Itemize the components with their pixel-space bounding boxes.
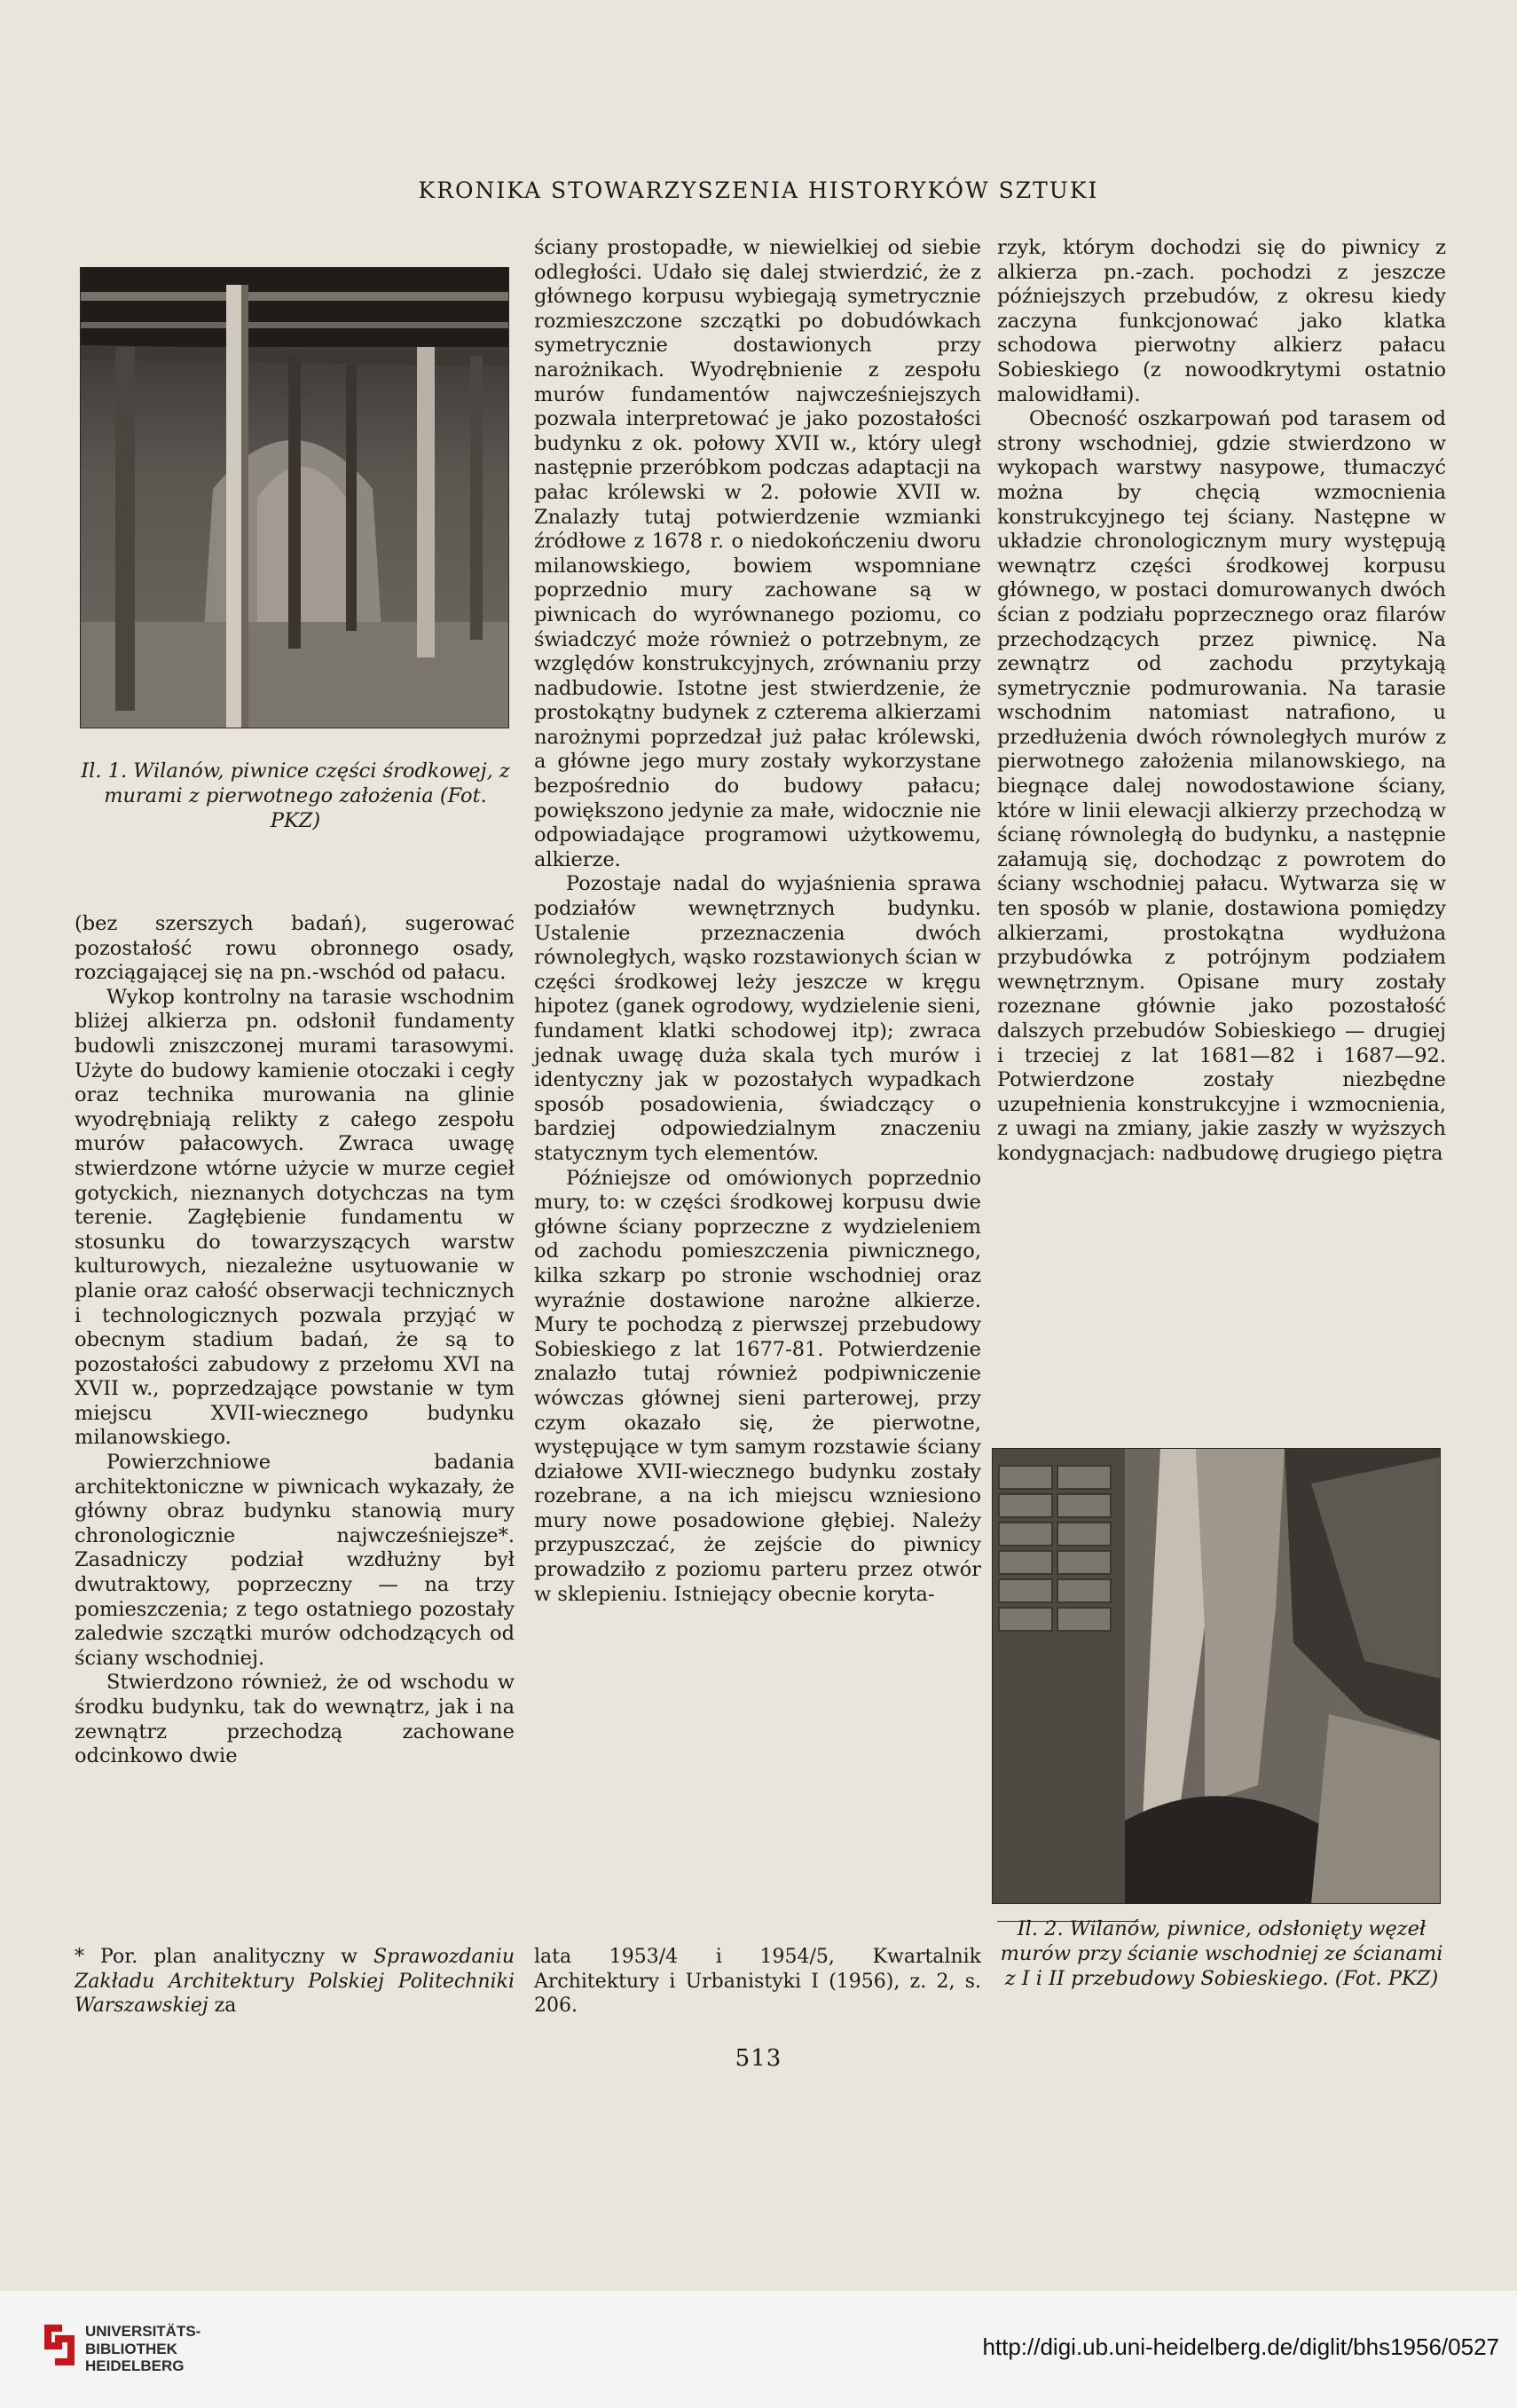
paragraph: Wykop kontrolny na tarasie wschodnim bliżej alkierza pn. odsłonił fundamenty budowli zniszczonej murami tarasowymi. Użyte do budowy kamienie otoczaki i cegły oraz technika murowania na glinie wyodrębniają relikty z całego zespołu murów pałacowych. Zwraca uwagę stwierdzone wtórne użycie w murze cegieł gotyckich, nieznanych dotychczas na tym terenie. Zagłębienie fundamentu w stosunku do towarzyszących warstw kulturowych, niezależne usytuowanie w planie oraz całość obserwacji technicznych i technologicznych pozwala przyjąć w obecnym stadium badań, że są to pozostałości zabudowy z przełomu XVI na XVII w., poprzedzające powstanie w tym miejscu XVII-wiecznego budynku milanowskiego. bbox=[75, 985, 515, 1450]
paragraph: Obecność oszkarpowań pod tarasem od strony wschodniej, gdzie stwierdzono w wykopach warstwy nasypowe, tłumaczyć można by chęcią wzmocnienia konstrukcyjnego tej ściany. Następne w układzie chronologicznym mury występują wewnątrz części środkowej korpusu głównego, w postaci domurowanych dwóch ścian z podziału poprzecznego oraz filarów przechodzących przez piwnicę. Na zewnątrz od zachodu przytykają symetrycznie podmurowania. Na tarasie wschodnim natomiast natrafiono, u przedłużenia dwóch równoległych murów z pierwotnego założenia milanowskiego, na biegnące dalej nowodostawione ściany, które w linii elewacji alkierzy przechodzą w ścianę równoległą do budynku, a następnie załamują się, dochodząc z powrotem do ściany wschodniej pałacu. Wytwarza się w ten sposób w planie, dostawiona pomiędzy alkierzami, prostokątna wydłużona przybudówka z potrójnym podziałem wewnętrznym. Opisane mury zostały rozeznane głównie jako pozostałość dalszych przebudów Sobieskiego — drugiej i trzeciej z lat 1681—82 i 1687—92. Potwierdzone zostały niezbędne uzupełnienia konstrukcyjne i wzmocnienia, z uwagi na zmiany, jakie zaszły w wyższych kondygnacjach: nadbudowę drugiego piętra bbox=[997, 407, 1446, 1165]
university-library-logo-icon bbox=[41, 2323, 78, 2371]
institution-line: UNIVERSITÄTS- bbox=[85, 2323, 201, 2340]
paragraph: Stwierdzono również, że od wschodu w środku budynku, tak do wewnątrz, jak i na zewnątrz przechodzą zachowane odcinkowo dwie bbox=[75, 1671, 515, 1768]
footnote-text: za bbox=[208, 1995, 237, 2018]
footnote bbox=[75, 1945, 515, 2018]
footnote-text: * Por. plan analityczny w bbox=[75, 1946, 373, 1968]
paragraph: Późniejsze od omówionych poprzednio mury, to: w części środkowej korpusu dwie główne ściany poprzeczne z wydzieleniem od zachodu pomieszczenia piwnicznego, kilka szkarp po stronie wschodniej oraz wyraźnie dostawione narożne alkierze. Mury te pochodzą z pierwszej przebudowy Sobieskiego z lat 1677-81. Potwierdzenie znalazło tutaj również podpiwniczenie wówczas głównej sieni parterowej, przy czym okazało się, że pierwotne, występujące w tym samym rozstawie ściany działowe XVII-wiecznego budynku zostały rozebrane, a na ich miejscu wzniesiono mury nowe posadowione głębiej. Należy przypuszczać, że zejście do piwnicy prowadziło z poziomu parteru przez otwór w sklepieniu. Istniejący obecnie koryta- bbox=[534, 1166, 981, 1606]
paragraph: ściany prostopadłe, w niewielkiej od siebie odległości. Udało się dalej stwierdzić, że z głównego korpusu wybiegają symetrycznie rozmieszczone szczątki po dobudówkach symetrycznie dostawionych przy narożnikach. Wyodrębnienie z zespołu murów fundamentów najwcześniejszych pozwala interpretować je jako pozostałości budynku z ok. połowy XVII w., który uległ następnie przeróbkom podczas adaptacji na pałac królewski w 2. połowie XVII w. Znalazły tutaj potwierdzenie wzmianki źródłowe z 1678 r. o niedokończeniu dworu milanowskiego, bowiem wspomniane poprzednio mury zachowane są w piwnicach do wyrównanego poziomu, co świadczyć może również o potrzebnym, ze względów konstrukcyjnych, zrównaniu przy nadbudowie. Istotne jest stwierdzenie, że prostokątny budynek z czterema alkierzami narożnymi poprzedzał już pałac królewski, a główne jego mury zostały wykorzystane bezpośrednio do budowy pałacu; powiększono jedynie za małe, widocznie nie odpowiadające programowi użytkowemu, alkierze. bbox=[534, 236, 981, 871]
text-column-2 bbox=[534, 236, 981, 1607]
photo-caption: Il. 1. Wilanów, piwnice części środkowej, z murami z pierwotnego założenia (Fot. PKZ) bbox=[81, 759, 510, 832]
page-number: 513 bbox=[735, 2045, 782, 2072]
running-head: KRONIKA STOWARZYSZENIA HISTORYKÓW SZTUKI bbox=[418, 177, 1099, 203]
paragraph: Pozostaje nadal do wyjaśnienia sprawa podziałów wewnętrznych budynku. Ustalenie przeznaczenia dwóch równoległych, wąsko rozstawionych ścian w części środkowej leży jeszcze w kręgu hipotez (ganek ogrodowy, wydzielenie sieni, fundament klatki schodowej itp); zwraca jednak uwagę duża skala tych murów i identyczny jak w pozostałych wypadkach sposób posadowienia, świadczący o bardziej odpowiedzialnym znaczeniu statycznym tych elementów. bbox=[534, 872, 981, 1165]
photo-cellar-wall-junction bbox=[992, 1448, 1441, 1904]
footnote-rule bbox=[997, 1921, 1139, 1922]
institution-name bbox=[85, 2323, 200, 2375]
institution-line: HEIDELBERG bbox=[85, 2357, 185, 2374]
photo-caption: Il. 2. Wilanów, piwnice, odsłonięty węzeł murów przy ścianie wschodniej ze ścianami z I i II przebudowy Sobieskiego. (Fot. PKZ) bbox=[1000, 1917, 1443, 1990]
permalink-url[interactable]: http://digi.ub.uni-heidelberg.de/diglit/bhs1956/0527 bbox=[982, 2333, 1499, 2360]
paragraph: (bez szerszych badań), sugerować pozostałość rowu obronnego osady, rozciągającej się na pn.-wschód od pałacu. bbox=[75, 912, 515, 985]
text-column-3 bbox=[997, 236, 1446, 1167]
footnote-continuation: lata 1953/4 i 1954/5, Kwartalnik Architektury i Urbanistyki I (1956), z. 2, s. 206. bbox=[534, 1946, 981, 2018]
text-column-1 bbox=[75, 912, 515, 1769]
institution-line: BIBLIOTHEK bbox=[85, 2340, 177, 2357]
photo-cellar-middle bbox=[80, 267, 509, 728]
footnote-title: Sprawozdaniu Zakładu Architektury Polskiej Politechniki Warszawskiej bbox=[75, 1946, 515, 2018]
paragraph: rzyk, którym dochodzi się do piwnicy z alkierza pn.-zach. pochodzi z jeszcze późniejszych przebudów, z okresu kiedy zaczyna funkcjonować jako klatka schodowa pierwotny alkierz pałacu Sobieskiego (z nowoodkrytymi ostatnio malowidłami). bbox=[997, 236, 1446, 406]
paragraph: Powierzchniowe badania architektoniczne w piwnicach wykazały, że główny obraz budynku stanowią mury chronologicznie najwcześniejsze*. Zasadniczy podział wzdłużny był dwutraktowy, poprzeczny — na trzy pomieszczenia; z tego ostatniego pozostały zaledwie szczątki murów odchodzących od ściany wschodniej. bbox=[75, 1451, 515, 1670]
